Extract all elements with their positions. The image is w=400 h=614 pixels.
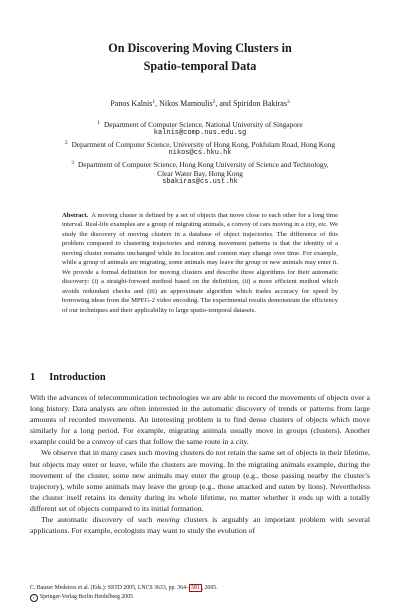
- author-name: Spiridon Bakiras: [232, 99, 287, 108]
- citation-year: , 2005.: [201, 585, 218, 591]
- copyright-icon: c: [30, 594, 38, 602]
- page-number-link[interactable]: 381: [190, 585, 200, 591]
- affiliation-2-email[interactable]: nikos@cs.hku.hk: [168, 149, 232, 157]
- section-body: [30, 392, 370, 536]
- paragraph: With the advances of telecommunication technologies we are able to record the movements of objects over a long history. Data analysts are often interested in the automatic discovery of trends or patterns from large amounts of recorded movements. An interesting problem is to find dense clusters of objects which move similarly for a long period. For example, migrating animals usually move in groups (clusters). Another example could be a convoy of cars that follow the same route in a city.: [30, 393, 370, 447]
- abstract-label: Abstract.: [62, 212, 89, 219]
- copyright-line: [30, 593, 218, 602]
- affiliation-number: 3: [71, 160, 75, 166]
- section-number: 1: [30, 372, 36, 383]
- author-name: Nikos Mamoulis: [159, 99, 213, 108]
- author-affiliation-mark: 2: [212, 99, 216, 105]
- affiliation-3-email[interactable]: sbakiras@cs.ust.hk: [162, 178, 238, 186]
- paragraph: We observe that in many cases such moving clusters do not retain the same set of objects in their lifetime, but objects may enter or leave, while the clusters are moving. In the migrating animals example, during the movement of the cluster, some new animals may enter the group (e.g., those passing nearby the cluster’s trajectory), while some animals may leave the group (e.g., those attacked and eaten by lions). Nevertheless the cluster itself retains its density during its whole lifetime, no matter whether it ends up with a totally different set of objects compared to its initial formation.: [30, 448, 370, 513]
- section-title: Introduction: [49, 372, 106, 383]
- emphasis-text: moving: [156, 515, 180, 525]
- author-affiliation-mark: 1: [152, 99, 156, 105]
- paper-title-line-1: On Discovering Moving Clusters in: [108, 41, 292, 55]
- author-name: Panos Kalnis: [110, 99, 153, 108]
- affiliation-text: Department of Computer Science, University of Hong Kong, Pokfulam Road, Hong Kong: [71, 140, 336, 149]
- affiliation-number: 2: [64, 140, 68, 146]
- citation-line: [30, 584, 218, 593]
- page-footer: [30, 584, 218, 602]
- author-affiliation-mark: 3: [286, 99, 290, 105]
- copyright-text: Springer-Verlag Berlin Heidelberg 2005: [40, 593, 133, 600]
- paragraph-text: clusters is arguably an important problem with several applications. For example, ecologists may want to study the evolution of: [30, 515, 370, 536]
- affiliation-number: 1: [97, 120, 100, 126]
- abstract-text: A moving cluster is defined by a set of objects that move close to each other for a long time interval. Real-life examples are a group of migrating animals, a convoy of cars moving in a city, etc. We study the discovery of moving clusters in a database of object trajectories. The difference of this problem compared to clustering trajectories and mining movement patterns is that the identity of a moving cluster remains unchanged while its location and content may change over time. For example, while a group of animals are migrating, some animals may leave the group or new animals may enter it. We provide a formal definition for moving clusters and describe three algorithms for their automatic discovery: (i) a straight-forward method based on the definition, (ii) a more efficient method which avoids redundant checks and (iii) an approximate algorithm which trades accuracy for speed by borrowing ideas from the MPEG-2 video encoding. The experimental results demonstrate the efficiency of our techniques and their applicability to large spatio-temporal datasets.: [62, 212, 338, 314]
- affiliation-1-email[interactable]: kalnis@comp.nus.edu.sg: [153, 129, 247, 137]
- author-list: [0, 99, 400, 109]
- affiliation-text: Department of Computer Science, Hong Kong University of Science and Technology,: [78, 160, 329, 169]
- paper-title-line-2: Spatio-temporal Data: [143, 59, 257, 73]
- section-heading: [30, 372, 106, 383]
- author-separator: , and: [215, 99, 233, 108]
- affiliation-text: Department of Computer Science, National University of Singapore: [104, 120, 303, 129]
- paragraph: [30, 514, 370, 536]
- abstract: [62, 211, 338, 315]
- paragraph-text: The automatic discovery of such: [41, 515, 157, 525]
- citation-text: C. Bauzer Medeiros et al. (Eds.): SSTD 2005, LNCS 3633, pp. 364–: [30, 585, 189, 591]
- affiliation-3-line-2: Clear Water Bay, Hong Kong: [157, 169, 243, 178]
- author-separator: ,: [155, 99, 160, 108]
